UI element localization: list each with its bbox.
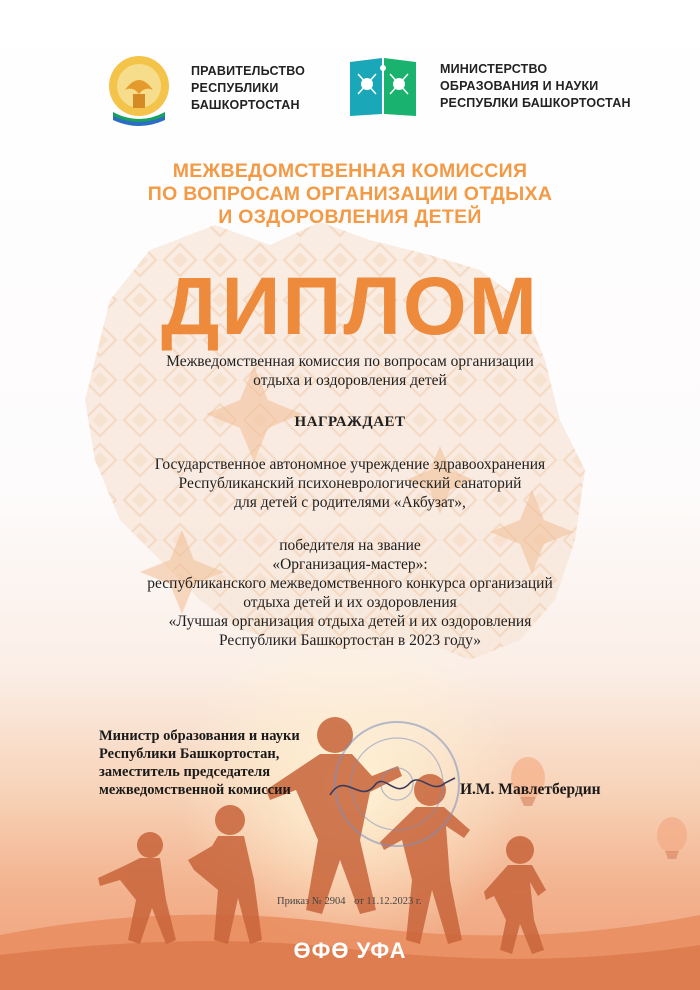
ministry-header [348, 54, 631, 118]
commission-title-line: МЕЖВЕДОМСТВЕННАЯ КОМИССИЯ [172, 160, 528, 182]
recipient-line: Республиканский психоневрологический санаторий [178, 475, 522, 492]
issuer-text [40, 352, 660, 390]
commission-title-line: ПО ВОПРОСАМ ОРГАНИЗАЦИИ ОТДЫХА [147, 183, 553, 205]
ministry-book-icon [348, 54, 418, 118]
commission-title [0, 160, 700, 229]
diploma-title: ДИПЛОМ [161, 261, 539, 352]
winner-line: отдыха детей и их оздоровления [243, 594, 457, 611]
winner-line: «Организация-мастер»: [272, 556, 428, 573]
order-number: Приказ № 2904 [277, 896, 346, 907]
recipient-line: для детей с родителями «Акбузат», [234, 494, 466, 511]
issuer-line: Межведомственная комиссия по вопросам организации [166, 353, 534, 370]
signatory-line: Республики Башкортостан, [99, 746, 280, 762]
hot-air-balloon-icon [511, 757, 687, 859]
order-reference [277, 896, 428, 907]
awards-word: НАГРАЖДАЕТ [294, 414, 406, 430]
recipient-line: Государственное автономное учреждение здравоохранения [154, 456, 546, 473]
winner-line: республиканского межведомственного конкурса организаций [147, 575, 553, 592]
coat-of-arms-icon [105, 50, 173, 126]
signer-name: И.М. Мавлетбердин [460, 781, 601, 798]
winner-line: Республики Башкортостан в 2023 году» [218, 632, 482, 649]
signatory-line: межведомственной комиссии [99, 782, 291, 798]
signatory-line: заместитель председателя [99, 764, 271, 780]
city-logo: ӨФӨ УФА [293, 938, 407, 963]
issuer-line: отдыха и оздоровления детей [253, 372, 447, 389]
signatory-title [99, 727, 300, 799]
government-header [105, 50, 305, 126]
winner-text [40, 536, 660, 650]
winner-line: «Лучшая организация отдыха детей и их оздоровления [168, 613, 532, 630]
government-name: ПРАВИТЕЛЬСТВО РЕСПУБЛИКИ БАШКОРТОСТАН [191, 63, 306, 112]
ministry-name: МИНИСТЕРСТВО ОБРАЗОВАНИЯ И НАУКИ РЕСПУБЛКИ БАШКОРТОСТАН [440, 61, 631, 110]
signatory-line: Министр образования и науки [99, 728, 300, 744]
commission-title-line: И ОЗДОРОВЛЕНИЯ ДЕТЕЙ [218, 206, 482, 228]
winner-line: победителя на звание [279, 537, 421, 554]
order-date: от 11.12.2023 г. [354, 896, 422, 907]
recipient-text [40, 455, 660, 512]
